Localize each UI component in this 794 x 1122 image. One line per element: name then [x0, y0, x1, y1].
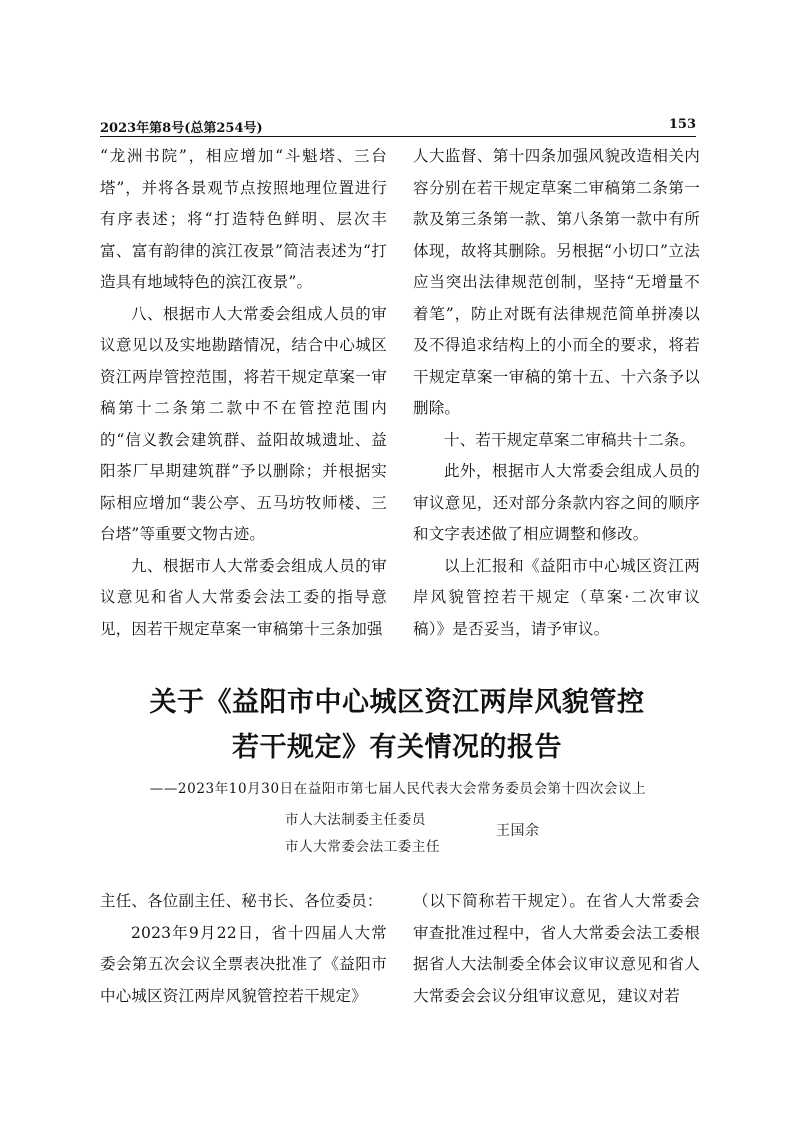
salutation: 主任、各位副主任、秘书长、各位委员：	[100, 892, 383, 910]
paragraph: 八、根据市人大常委会组成人员的审议意见以及实地勘踏情况，结合中心城区资江两岸管控范围，将若干规定草案一审稿第十二条第二款中不在管控范围内的“信义教会建筑群、益阳故城遗址、益阳茶厂早期建筑群”予以删除；并根据实际相应增加“裴公亭、五马坊牧师楼、三台塔”等重要文物古迹。	[100, 304, 387, 543]
paragraph: 以上汇报和《益阳市中心城区资江两岸风貌管控若干规定（草案·二次审议稿）》是否妥当，请予审议。	[413, 556, 700, 638]
report-title-line-1: 关于《益阳市中心城区资江两岸风貌管控	[149, 687, 645, 718]
bottom-right-column	[413, 886, 700, 1012]
author-role-1: 市人大法制委主任委员	[285, 812, 426, 828]
paragraph: 人大监督、第十四条加强风貌改造相关内容分别在若干规定草案二审稿第二条第一款及第三条第一款、第八条第一款中有所体现，故将其删除。另根据“小切口”立法应当突出法律规范创制，坚持“无增量不着笔”，防止对既有法律规范简单拼凑以及不得追求结构上的小而全的要求，将若干规定草案一审稿的第十五、十六条予以删除。	[413, 147, 700, 417]
report-subtitle: ——2023年10月30日在益阳市第七届人民代表大会常务委员会第十四次会议上	[149, 781, 647, 797]
top-left-column	[100, 141, 387, 645]
report-title-line-2: 若干规定》有关情况的报告	[232, 732, 562, 763]
author-role-2: 市人大常委会法工委主任	[285, 839, 441, 855]
paragraph: 九、根据市人大常委会组成人员的审议意见和省人大常委会法工委的指导意见，因若干规定草案一审稿第十三条加强	[100, 556, 387, 638]
bottom-left-column	[100, 886, 387, 1012]
paragraph: 2023年9月22日，省十四届人大常委会第五次会议全票表决批准了《益阳市中心城区资江两岸风貌管控若干规定》	[100, 923, 387, 1005]
header-divider	[100, 136, 696, 137]
author-name: 王国余	[496, 823, 540, 839]
running-header	[100, 117, 696, 137]
issue-label: 2023年第8号(总第254号)	[100, 121, 263, 136]
paragraph: （以下简称若干规定）。在省人大常委会审查批准过程中，省人大常委会法工委根据省人大法制委全体会议审议意见和省人大常委会会议分组审议意见，建议对若	[413, 892, 700, 1005]
paragraph: 此外，根据市人大常委会组成人员的审议意见，还对部分条款内容之间的顺序和文字表述做了相应调整和修改。	[413, 462, 700, 543]
paragraph: 十、若干规定草案二审稿共十二条。	[444, 430, 696, 449]
page-number: 153	[668, 117, 696, 132]
paragraph: “龙洲书院”，相应增加“斗魁塔、三台塔”，并将各景观节点按照地理位置进行有序表述；将“打造特色鲜明、层次丰富、富有韵律的滨江夜景”简洁表述为“打造具有地域特色的滨江夜景”。	[100, 147, 387, 291]
top-right-column	[413, 141, 700, 645]
